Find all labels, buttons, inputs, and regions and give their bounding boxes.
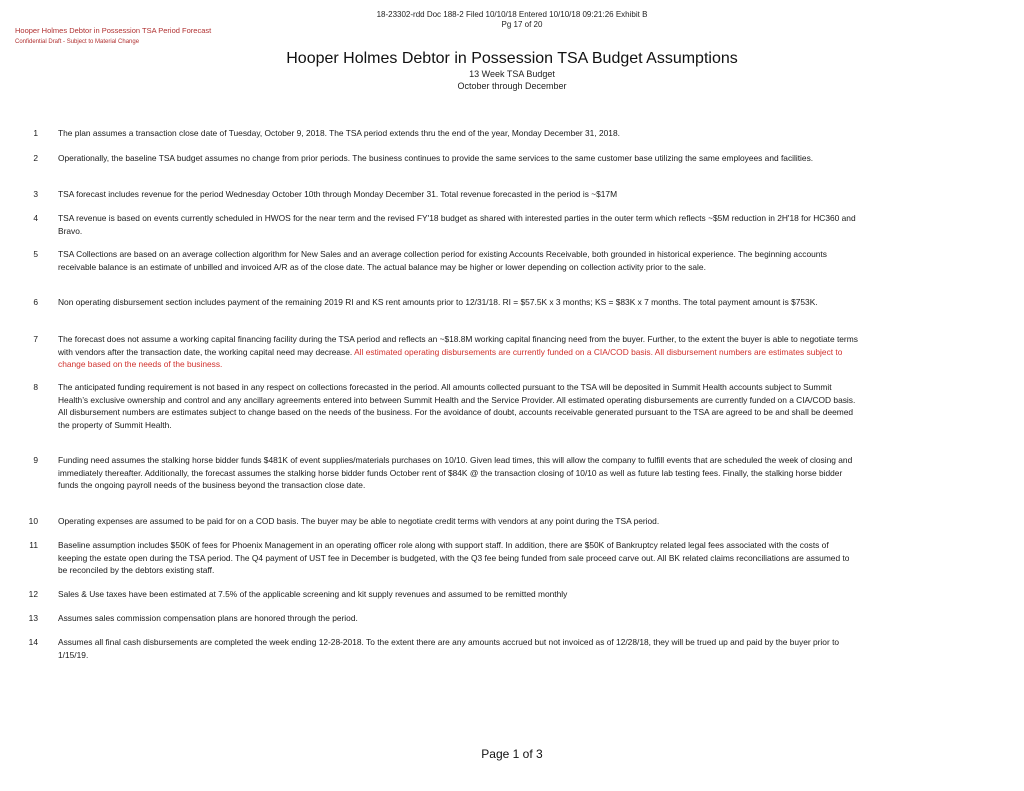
item-number: 14: [28, 637, 38, 647]
item-number: 3: [33, 189, 38, 199]
title-block: [0, 50, 1024, 92]
item-text: The anticipated funding requirement is not based in any respect on collections forecasted in the period. All amounts collected pursuant to the TSA will be deposited in Summit Health accounts subject to Summit Health’s exclusive ownership and control and any ancillary agreements entered into between Summit Health and the Service Provider. All estimated operating disbursements are currently funded on a CIA/COD basis. All disbursement numbers are estimates subject to change based on the needs of the business. For the avoidance of doubt, accounts receivable generated pursuant to the TSA are agreed to be and shall be deemed the property of Summit Health.: [58, 382, 856, 430]
item-number: 8: [33, 382, 38, 392]
item-text: Operating expenses are assumed to be paid for on a COD basis. The buyer may be able to negotiate credit terms with vendors at any point during the TSA period.: [58, 516, 660, 526]
item-text: Assumes sales commission compensation plans are honored through the period.: [58, 613, 358, 623]
item-text: TSA revenue is based on events currently scheduled in HWOS for the near term and the revised FY'18 budget as shared with interested parties in the outer term which reflects ~$5M reduction in 2H'18 for HC360 and Bravo.: [58, 213, 856, 236]
draft-notice: Confidential Draft - Subject to Material Change: [15, 39, 140, 45]
item-text: TSA forecast includes revenue for the period Wednesday October 10th through Monday December 31. Total revenue forecasted in the period is ~$17M: [58, 189, 618, 199]
item-text: Operationally, the baseline TSA budget assumes no change from prior periods. The business continues to provide the same services to the same customer base utilizing the same employees and facilities.: [58, 153, 814, 163]
court-filing-line: 18-23302-rdd Doc 188-2 Filed 10/10/18 Entered 10/10/18 09:21:26 Exhibit B: [376, 10, 648, 19]
forecast-label: Hooper Holmes Debtor in Possession TSA Period Forecast: [15, 26, 212, 35]
confidential-header: [15, 25, 211, 47]
item-text: Baseline assumption includes $50K of fees for Phoenix Management in an operating officer role along with support staff. In addition, there are $50K of Bankruptcy related legal fees associated with the costs of keeping the estate open during the TSA period. The Q4 payment of UST fee in December is budgeted, with the Q3 fee being funded from sale proceed carve out. All BK related claims reconciliations are assumed to be reconciled by the debtors existing staff.: [58, 540, 850, 575]
item-number: 12: [28, 589, 38, 599]
item-text-main: The forecast does not assume a working capital financing facility during the TSA period and reflects an ~$18.8M working capital financing need from the buyer. Further, to the extent the buyer is able to negotiate terms with vendors after the transaction date, the working capital need may decrease.: [58, 334, 858, 357]
item-number: 11: [29, 540, 38, 550]
page-period: October through December: [457, 81, 567, 91]
item-text: Sales & Use taxes have been estimated at 7.5% of the applicable screening and kit supply revenues and assumed to be remitted monthly: [58, 589, 568, 599]
item-number: 1: [33, 128, 38, 138]
item-text: Funding need assumes the stalking horse bidder funds $481K of event supplies/materials purchases on 10/10. Given lead times, this will allow the company to fulfill events that are scheduled the week of closing and immediately thereafter. Additionally, the forecast assumes the stalking horse bidder funds October rent of $84K @ the transaction closing of 10/10 as well as future lab testing fees. Finally, the stalking horse bidder funds the ongoing payroll needs of the business beyond the transaction close date.: [58, 455, 853, 490]
item-number: 10: [28, 516, 38, 526]
item-text: The plan assumes a transaction close date of Tuesday, October 9, 2018. The TSA period extends thru the end of the year, Monday December 31, 2018.: [58, 128, 620, 138]
item-text: Assumes all final cash disbursements are completed the week ending 12-28-2018. To the extent there are any amounts accrued but not invoiced as of 12/28/18, they will be trued up and paid by the buyer prior to 1/15/19.: [58, 637, 840, 660]
page-number: Page 1 of 3: [481, 747, 543, 761]
item-number: 4: [33, 213, 38, 223]
item-text-highlight: All estimated operating disbursements are currently funded on a CIA/COD basis. All disbursement numbers are estimates subject to change based on the needs of the business.: [58, 346, 843, 369]
item-text: [58, 333, 858, 371]
item-text: Non operating disbursement section includes payment of the remaining 2019 RI and KS rent amounts prior to 12/31/18. RI = $57.5K x 3 months; KS = $83K x 7 months. The total payment amount is $753K.: [58, 297, 818, 307]
court-page-count: Pg 17 of 20: [501, 20, 543, 29]
page-title: Hooper Holmes Debtor in Possession TSA Budget Assumptions: [286, 50, 738, 67]
item-text: TSA Collections are based on an average collection algorithm for New Sales and an average collection period for existing Accounts Receivable, both grounded in historical experience. The beginning accounts receivable balance is an estimate of unbilled and invoiced A/R as of the close date. The actual balance may be higher or lower depending on collection activity prior to the sale.: [58, 249, 827, 272]
page-subtitle: 13 Week TSA Budget: [469, 69, 555, 79]
item-number: 5: [33, 249, 38, 259]
item-number: 2: [33, 153, 38, 163]
item-number: 6: [33, 297, 38, 307]
item-number: 7: [33, 334, 38, 344]
item-number: 9: [33, 455, 38, 465]
item-number: 13: [28, 613, 38, 623]
